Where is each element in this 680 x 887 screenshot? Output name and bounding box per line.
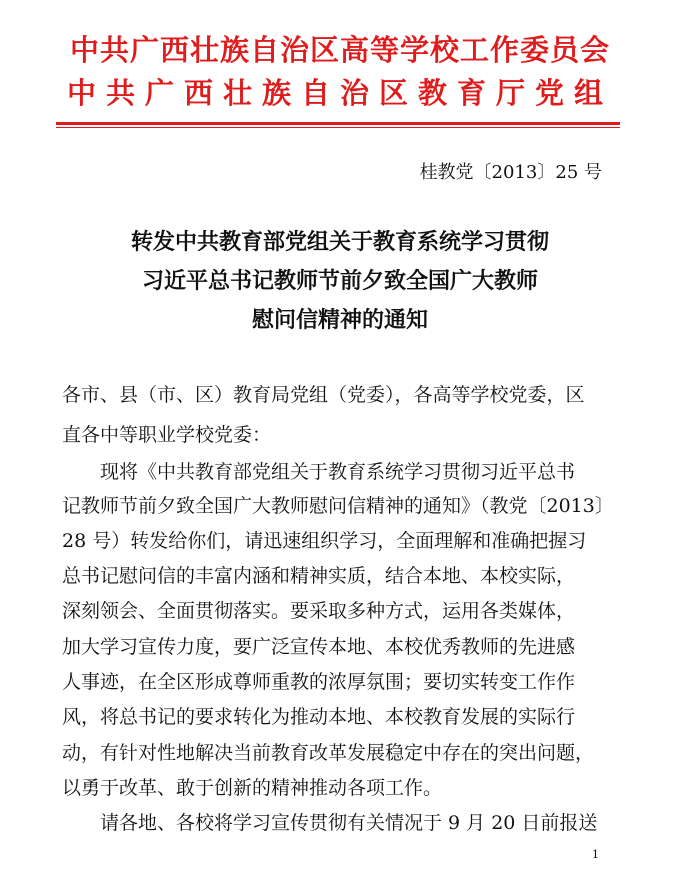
body-line: 深刻领会、全面贯彻落实。要采取多种方式，运用各类媒体， (62, 600, 576, 622)
body-line: 直各中等职业学校党委： (62, 424, 272, 446)
body-line: 动，有针对性地解决当前教育改革发展稳定中存在的突出问题， (62, 742, 595, 764)
issuer-header-line-2: 中共广西壮族自治区教育厅党组 (66, 76, 613, 110)
red-divider-thin (56, 127, 620, 128)
document-title-line-2: 习近平总书记教师节前夕致全国广大教师 (141, 268, 538, 294)
body-line: 请各地、各校将学习宣传贯彻有关情况于 9 月 20 日前报送 (100, 812, 598, 834)
document-title-line-1: 转发中共教育部党组关于教育系统学习贯彻 (130, 229, 549, 255)
issuer-header-line-1: 中共广西壮族自治区高等学校工作委员会 (69, 33, 610, 67)
document-title-line-3: 慰问信精神的通知 (251, 307, 428, 333)
body-line: 风，将总书记的要求转化为推动本地、本校教育发展的实际行 (62, 706, 576, 728)
body-line: 记教师节前夕致全国广大教师慰问信精神的通知》（教党〔2013〕 (62, 495, 614, 517)
body-line: 总书记慰问信的丰富内涵和精神实质，结合本地、本校实际， (62, 565, 576, 587)
body-line: 28 号）转发给你们，请迅速组织学习，全面理解和准确把握习 (62, 530, 587, 552)
body-line: 各市、县（市、区）教育局党组（党委），各高等学校党委，区 (62, 384, 585, 406)
document-number: 桂教党〔2013〕25 号 (419, 162, 602, 183)
body-line: 人事迹，在全区形成尊师重教的浓厚氛围；要切实转变工作作 (62, 671, 576, 693)
body-line: 现将《中共教育部党组关于教育系统学习贯彻习近平总书 (100, 461, 576, 483)
red-divider-thick (56, 122, 620, 125)
body-line: 以勇于改革、敢于创新的精神推动各项工作。 (62, 777, 443, 799)
page-number: 1 (592, 848, 599, 861)
body-line: 加大学习宣传力度，要广泛宣传本地、本校优秀教师的先进感 (62, 636, 576, 658)
